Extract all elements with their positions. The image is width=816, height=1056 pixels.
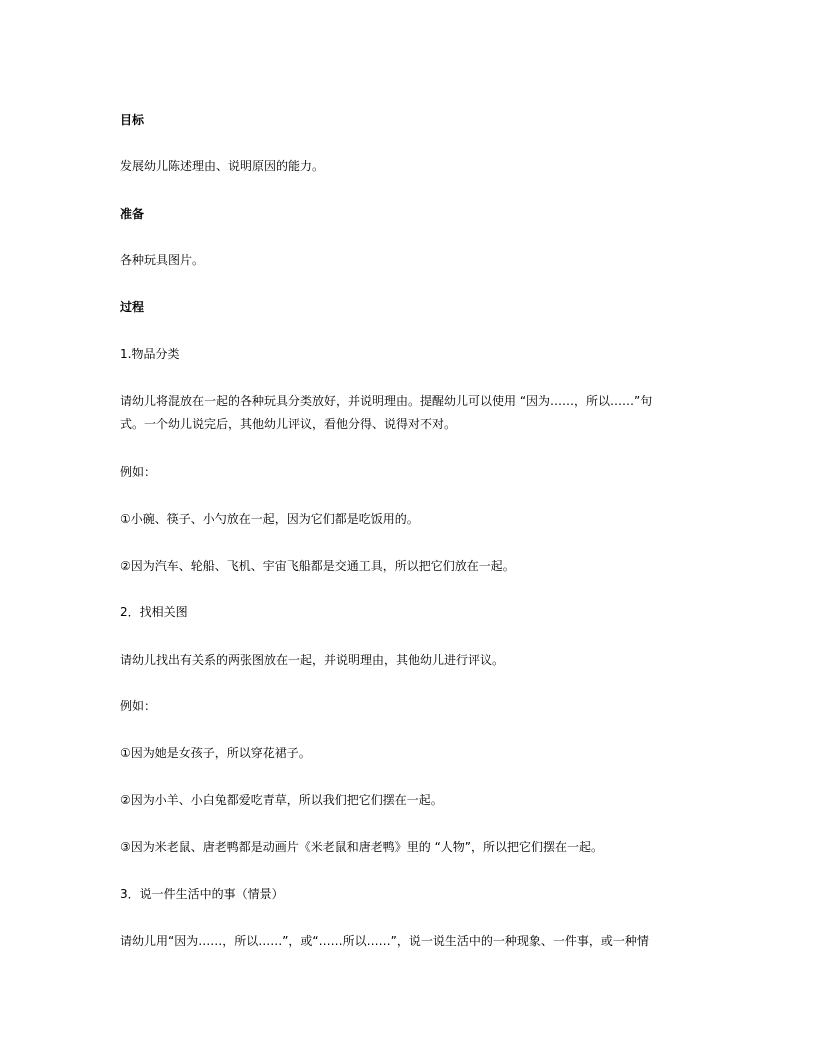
heading-goal: 目标 xyxy=(120,113,145,127)
heading-process: 过程 xyxy=(120,300,145,314)
example2-item2: ②因为小羊、小白兔都爱吃青草，所以我们把它们摆在一起。 xyxy=(120,793,443,807)
step1-title: 1.物品分类 xyxy=(120,347,180,361)
example2-item1: ①因为她是女孩子，所以穿花裙子。 xyxy=(120,746,311,760)
step2-text: 请幼儿找出有关系的两张图放在一起，并说明理由，其他幼儿进行评议。 xyxy=(120,653,505,667)
example1-item1: ①小碗、筷子、小勺放在一起，因为它们都是吃饭用的。 xyxy=(120,512,419,526)
example-label-2: 例如： xyxy=(120,699,157,713)
step3-title: 3．说一件生活中的事（情景） xyxy=(120,887,284,901)
step3-text: 请幼儿用“因为……，所以……”，或“……所以……”，说一说生活中的一种现象、一件事，或一种情 xyxy=(120,934,649,948)
example2-item3: ③因为米老鼠、唐老鸭都是动画片《米老鼠和唐老鸭》里的 “人物”，所以把它们摆在一起。 xyxy=(120,840,604,854)
prep-text: 各种玩具图片。 xyxy=(120,253,205,267)
example-label-1: 例如： xyxy=(120,465,157,479)
heading-prep: 准备 xyxy=(120,207,145,221)
step1-text-line1: 请幼儿将混放在一起的各种玩具分类放好，并说明理由。提醒幼儿可以使用 “因为……，所以……”句 xyxy=(120,394,653,408)
example1-item2: ②因为汽车、轮船、飞机、宇宙飞船都是交通工具，所以把它们放在一起。 xyxy=(120,559,515,573)
step1-text-line2: 式。一个幼儿说完后，其他幼儿评议，看他分得、说得对不对。 xyxy=(120,417,457,431)
goal-text: 发展幼儿陈述理由、说明原因的能力。 xyxy=(120,159,325,173)
step2-title: 2．找相关图 xyxy=(120,605,188,619)
